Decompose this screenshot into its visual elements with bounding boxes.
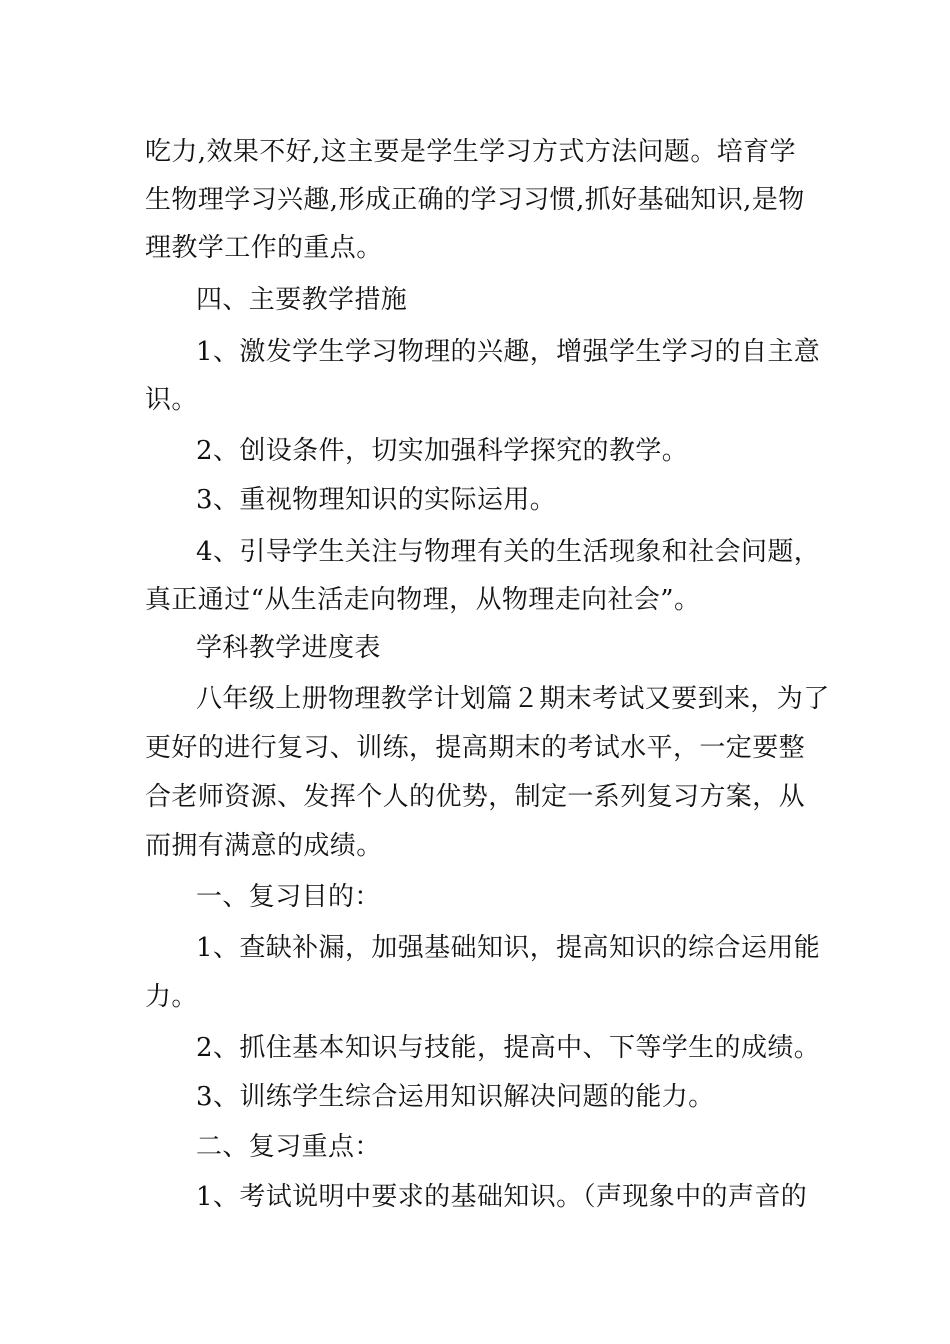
list-item: 3、重视物理知识的实际运用。 [196,485,557,515]
text-line: 吃力,效果不好,这主要是学生学习方式方法问题。培育学 [145,137,796,167]
section-heading: 二、复习重点： [196,1132,381,1162]
text-line: 识。 [145,385,198,415]
list-item: 1、激发学生学习物理的兴趣，增强学生学习的自主意 [196,337,821,367]
list-item: 1、考试说明中要求的基础知识。（声现象中的声音的 [196,1182,808,1212]
text-line: 而拥有满意的成绩。 [145,831,383,861]
list-item: 1、查缺补漏，加强基础知识，提高知识的综合运用能 [196,933,821,963]
list-item: 4、引导学生关注与物理有关的生活现象和社会问题， [196,537,821,567]
text-line: 真正通过“从生活走向物理，从物理走向社会”。 [145,585,701,615]
section-heading: 一、复习目的： [196,882,381,912]
list-item: 2、创设条件，切实加强科学探究的教学。 [196,436,689,466]
text-line: 生物理学习兴趣,形成正确的学习习惯,抓好基础知识,是物 [145,185,805,215]
list-item: 3、训练学生综合运用知识解决问题的能力。 [196,1082,715,1112]
section-heading: 学科教学进度表 [196,633,381,663]
list-item: 2、抓住基本知识与技能，提高中、下等学生的成绩。 [196,1033,821,1063]
text-line: 更好的进行复习、训练，提高期末的考试水平，一定要整 [145,733,806,763]
text-line: 理教学工作的重点。 [145,233,383,263]
text-line: 力。 [145,982,198,1012]
text-line: 合老师资源、发挥个人的优势，制定一系列复习方案，从 [145,782,806,812]
section-heading: 四、主要教学措施 [196,285,408,315]
paragraph-line: 八年级上册物理教学计划篇２期末考试又要到来，为了 [196,684,830,714]
